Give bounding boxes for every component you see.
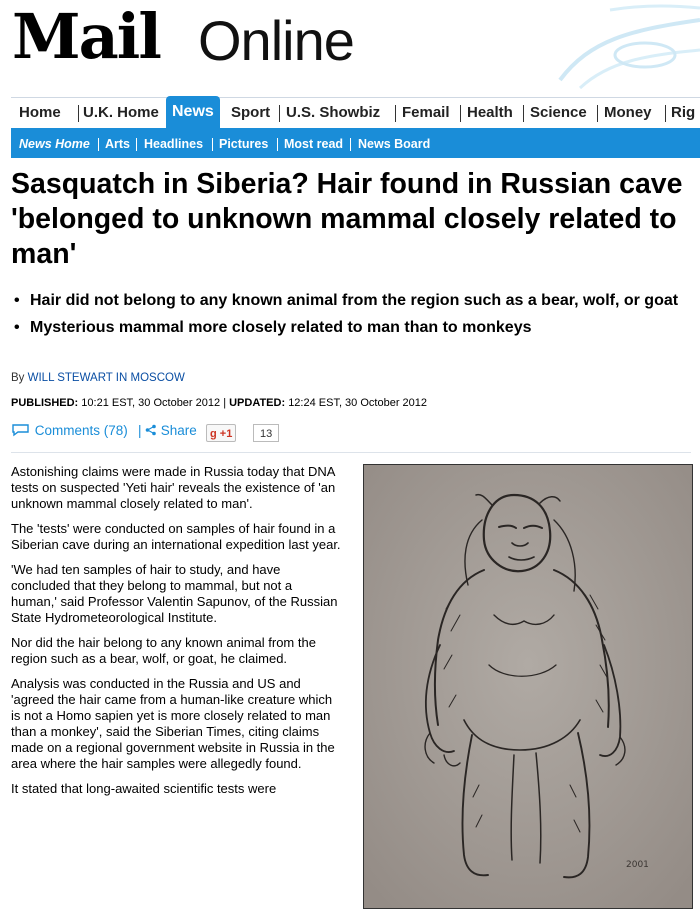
comments-link[interactable] <box>11 422 128 440</box>
masthead <box>0 0 700 92</box>
logo-mail-text: Mail <box>12 0 160 73</box>
updated-date: 12:24 EST, 30 October 2012 <box>288 397 428 409</box>
share-button[interactable] <box>145 422 197 440</box>
subnav-item-pictures[interactable]: Pictures <box>219 137 269 151</box>
google-plus-count: 13 <box>253 424 279 442</box>
article-summary-bullets <box>14 290 694 344</box>
yeti-sketch-image <box>363 464 693 909</box>
article-paragraph: It stated that long-awaited scientific tests were <box>11 781 277 796</box>
article-paragraph: 'We had ten samples of hair to study, and have concluded that they belong to mammal, but not a human,' said Professor Valentin Sapunov, of the Russian State Hydrometeorological Institute. <box>11 562 338 625</box>
subnav-separator <box>212 138 213 151</box>
share-icon <box>145 424 157 436</box>
nav-item-science[interactable]: Science <box>530 104 587 121</box>
logo-online-text: Online <box>198 9 354 72</box>
article-paragraph: Nor did the hair belong to any known animal from the region such as a bear, wolf, or goat, he claimed. <box>11 635 316 666</box>
comment-bubble-icon <box>11 423 31 437</box>
nav-separator <box>279 105 280 122</box>
article-paragraph: Astonishing claims were made in Russia today that DNA tests on suspected 'Yeti hair' reveals the existence of 'an unknown mammal closely related to man'. <box>11 464 336 511</box>
google-plus-icon: g <box>210 428 217 440</box>
subnav-separator <box>136 138 137 151</box>
published-label: PUBLISHED: <box>11 397 79 409</box>
nav-item-uk-home[interactable]: U.K. Home <box>83 104 159 121</box>
nav-separator <box>665 105 666 122</box>
yeti-sketch-illustration <box>364 465 692 908</box>
summary-bullet: • Mysterious mammal more closely related to man than to monkeys <box>14 317 694 338</box>
nav-item-home[interactable]: Home <box>19 104 61 121</box>
nav-separator <box>597 105 598 122</box>
updated-label: UPDATED: <box>229 397 286 409</box>
nav-separator <box>395 105 396 122</box>
subnav-item-news-board[interactable]: News Board <box>358 137 431 151</box>
nav-item-us-showbiz[interactable]: U.S. Showbiz <box>286 104 381 121</box>
byline-prefix: By <box>11 372 25 384</box>
summary-bullet: • Hair did not belong to any known animal from the region such as a bear, wolf, or goat <box>14 290 694 311</box>
subnav-separator <box>277 138 278 151</box>
comments-label: Comments <box>34 423 101 438</box>
header-swirl-decoration <box>550 0 700 92</box>
subnav-item-most-read[interactable]: Most read <box>284 137 344 151</box>
published-date: 10:21 EST, 30 October 2012 <box>81 397 221 409</box>
sub-nav <box>11 130 700 158</box>
nav-item-sport[interactable]: Sport <box>231 104 271 121</box>
comments-count: (78) <box>103 423 128 438</box>
subnav-separator <box>98 138 99 151</box>
nav-item-femail[interactable]: Femail <box>402 104 450 121</box>
social-separator: | <box>138 423 142 438</box>
nav-item-health[interactable]: Health <box>467 104 513 121</box>
nav-item-right-truncated[interactable]: Rig <box>671 104 696 121</box>
publish-info <box>11 397 427 409</box>
section-divider <box>11 452 691 453</box>
main-nav <box>11 97 700 131</box>
article-paragraph: The 'tests' were conducted on samples of hair found in a Siberian cave during an international expedition last year. <box>11 521 341 552</box>
nav-separator <box>78 105 79 122</box>
google-plus-button[interactable] <box>206 424 236 442</box>
article-headline: Sasquatch in Siberia? Hair found in Russian cave 'belonged to unknown mammal closely related to man' <box>11 168 683 270</box>
share-label: Share <box>160 423 197 438</box>
article-paragraph: Analysis was conducted in the Russia and US and 'agreed the hair came from a human-like creature which is not a Homo sapien yet is more closely related to man than a monkey', said the Siberian Times, citing claims made on a regional government website in Russia in the area where the hair samples were allegedly found. <box>11 676 335 771</box>
byline <box>11 372 185 384</box>
article-body <box>11 464 341 806</box>
nav-item-money[interactable]: Money <box>604 104 652 121</box>
nav-separator <box>460 105 461 122</box>
artist-signature: 2001 <box>626 860 649 870</box>
subnav-separator <box>350 138 351 151</box>
nav-item-news[interactable]: News <box>166 96 220 128</box>
publish-separator: | <box>223 397 227 409</box>
subnav-item-arts[interactable]: Arts <box>105 137 131 151</box>
subnav-item-news-home[interactable]: News Home <box>19 137 90 151</box>
subnav-item-headlines[interactable]: Headlines <box>144 137 204 151</box>
google-plus-label: +1 <box>219 428 233 440</box>
nav-separator <box>523 105 524 122</box>
author-link[interactable]: WILL STEWART IN MOSCOW <box>27 372 185 384</box>
